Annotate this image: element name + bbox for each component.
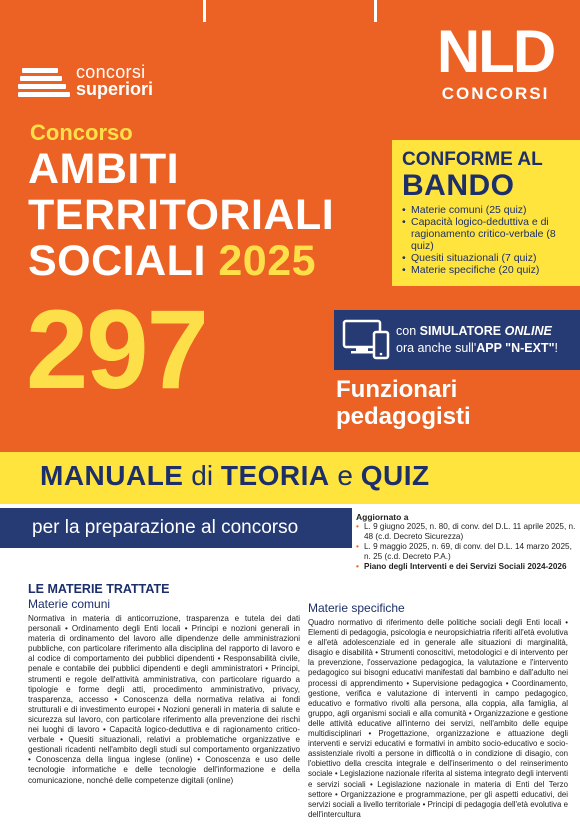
bando-item: • Capacità logico-deduttiva e di ragionamento critico-verbale (8 quiz) bbox=[402, 216, 570, 252]
materie-heading: LE MATERIE TRATTATE bbox=[28, 582, 170, 596]
materie-comuni-text: Normativa in materia di anticorruzione, trasparenza e tutela dei dati personali • Ordinamento degli Enti locali • Principi e nozioni generali in materia di ordinamento del lavoro alle dipendenze delle amministrazioni pubbliche, con particolare riferimento alla disciplina del rapporto di lavoro e al codice di comportamento dei pubblici dipendenti • Responsabilità civile, penale e contabile dei pubblici dipendenti e degli amministratori • Principi, strumenti e regole dell'attività amministrativa, con particolare riguardo a tipologie e forme degli atti, procedimento amministrativo, privacy, trasparenza, accesso • Conoscenza della normativa relativa ai fondi strutturali e di investimento europei • Nozioni generali in materia di salute e sicurezza sul lavoro, con particolare riferimento alla prevenzione dei rischi nei luoghi di lavoro • Capacità logico-deduttiva e di ragionamento critico-verbale • Quesiti situazionali, relativi a problematiche organizzative e gestionali ricadenti nell'ambito degli studi sul comportamento organizzativo • Conoscenza della lingua inglese (online) • Conoscenza e uso delle tecnologie informatiche e delle tecnologie dell'informazione e della comunicazione, nonché delle competenze digitali (online) bbox=[28, 614, 300, 785]
bando-item: • Materie comuni (25 quiz) bbox=[402, 204, 570, 216]
simulator-line1: con SIMULATORE ONLINE bbox=[396, 324, 552, 338]
title-line-3 bbox=[28, 238, 316, 284]
materie-specifiche-heading: Materie specifiche bbox=[308, 601, 405, 615]
nld-logo-subtitle: CONCORSI bbox=[441, 84, 550, 103]
bando-line1: CONFORME AL bbox=[402, 149, 543, 170]
role-line2: pedagogisti bbox=[336, 403, 471, 430]
concorso-label: Concorso bbox=[30, 120, 133, 145]
bando-quiz-list bbox=[402, 204, 570, 276]
concorsi-superiori-logo bbox=[18, 62, 188, 102]
nld-concorsi-logo bbox=[423, 20, 568, 112]
divider-line-left bbox=[203, 0, 206, 22]
bando-item: • Quesiti situazionali (7 quiz) bbox=[402, 252, 570, 264]
nld-logo-mark: NLD bbox=[436, 18, 555, 85]
aggiornato-list bbox=[356, 522, 576, 572]
manuale-title: MANUALE di TEORIA e QUIZ bbox=[40, 460, 430, 491]
aggiornato-box bbox=[356, 512, 576, 572]
title-line-2: TERRITORIALI bbox=[28, 191, 335, 239]
simulator-line2: ora anche sull'APP "N-EXT"! bbox=[396, 341, 559, 355]
aggiornato-item: • Piano degli Interventi e dei Servizi Sociali 2024-2026 bbox=[356, 562, 576, 572]
materie-comuni-column bbox=[28, 582, 300, 786]
preparazione-banner bbox=[0, 508, 352, 548]
publisher-name-line2: superiori bbox=[76, 79, 154, 99]
divider-line-right bbox=[374, 0, 377, 22]
title-year: 2025 bbox=[218, 237, 317, 285]
positions-count: 297 bbox=[26, 287, 207, 412]
simulator-box bbox=[334, 310, 580, 370]
bando-line2: BANDO bbox=[402, 169, 515, 202]
publisher-name-line1: concorsi bbox=[76, 62, 146, 82]
title-line-1: AMBITI bbox=[28, 145, 180, 193]
devices-icon bbox=[342, 318, 390, 362]
books-stack-icon bbox=[18, 64, 72, 100]
aggiornato-item: • L. 9 giugno 2025, n. 80, di conv. del D.L. 11 aprile 2025, n. 48 (c.d. Decreto Sicurezza) bbox=[356, 522, 576, 542]
preparazione-text: per la preparazione al concorso bbox=[32, 517, 299, 538]
materie-comuni-heading: Materie comuni bbox=[28, 597, 111, 611]
aggiornato-heading: Aggiornato a bbox=[356, 512, 409, 522]
title-sociali: SOCIALI bbox=[28, 237, 206, 285]
conforme-al-bando-box bbox=[392, 140, 580, 286]
manuale-banner bbox=[0, 452, 580, 504]
materie-specifiche-text: Quadro normativo di riferimento delle politiche sociali degli Enti locali • Elementi di pedagogia, psicologia e neuropsichiatria riferiti all'età evolutiva e all'età adolescenziale ed in generale alle situazioni di marginalità, disagio e disabilità • Strumenti conoscitivi, metodologici e di intervento per la prevenzione, l'osservazione pedagogica, la valutazione e l'intervento pedagogico sui bisogni educativi manifestati dal bambino e dall'adulto nei processi di apprendimento • Supervisione pedagogica • Coordinamento, gestione, verifica e valutazione di interventi in campo pedagogico, educativo e formativo rivolti alla persona, alla coppia, alla famiglia, al gruppo, agli organismi sociali e alla comunità • Organizzazione e gestione delle attività educative all'interno dei servizi, nell'ambito delle equipe multidisciplinari • Progettazione, organizzazione e attuazione degli interventi e servizi educativi e formativi in ambito socio-educativo e socio-assistenziale rivolti a persone in difficoltà o in condizione di disagio, con l'obiettivo della crescita integrale e dell'inserimento o del reinserimento sociale • Legislazione nazionale riferita al sistema integrato degli interventi e servizi sociali • Legislazione nazionale in materia di Enti del Terzo settore • Organizzazione e programmazione, per gli aspetti educativi, dei servizi sociali a livello territoriale • Principi di pedagogia dell'età evolutiva e dell'intercultura bbox=[308, 618, 568, 819]
materie-specifiche-column bbox=[308, 600, 568, 820]
aggiornato-item: • L. 9 maggio 2025, n. 69, di conv. del D.L. 14 marzo 2025, n. 25 (c.d. Decreto P.A.) bbox=[356, 542, 576, 562]
role-line1: Funzionari bbox=[336, 376, 458, 403]
bando-item: • Materie specifiche (20 quiz) bbox=[402, 264, 570, 276]
role-title bbox=[336, 376, 471, 430]
